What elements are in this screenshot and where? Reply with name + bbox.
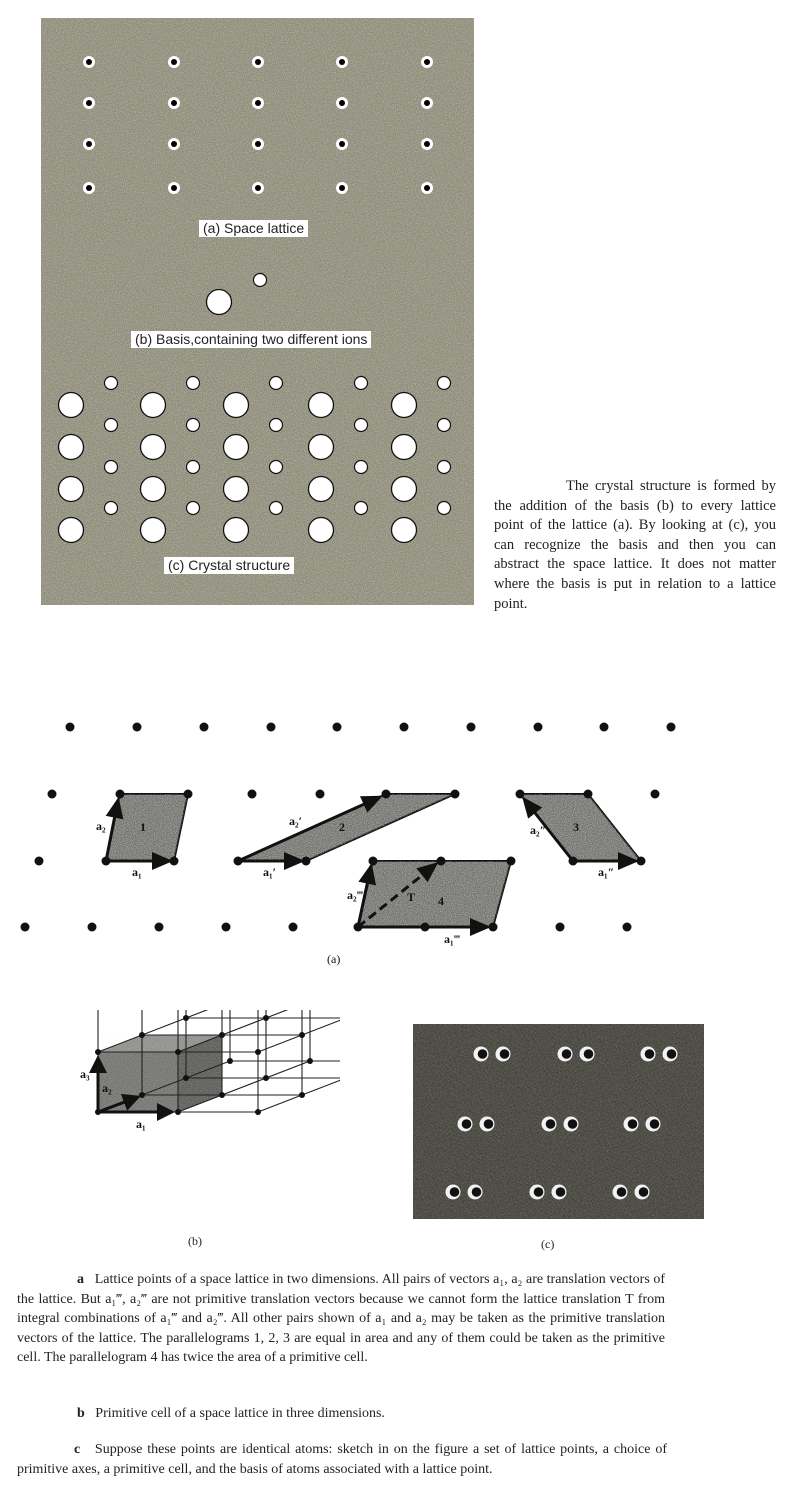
label-a2: a₂	[96, 819, 106, 833]
lattice-point	[183, 1075, 189, 1081]
lattice-point	[339, 141, 345, 147]
lattice-point	[302, 857, 311, 866]
lattice-point	[175, 1109, 181, 1115]
lattice-point	[255, 141, 261, 147]
parallelogram-4	[358, 861, 511, 927]
lattice-point	[139, 1032, 145, 1038]
caption-a-letter: a	[77, 1272, 84, 1287]
crystal-structure-label: (c) Crystal structure	[164, 557, 294, 574]
caption-b	[77, 1404, 677, 1424]
atom-photo-figure	[413, 1024, 704, 1219]
caption-c-letter: c	[74, 1442, 81, 1457]
lattice-point	[516, 790, 525, 799]
lattice-point	[86, 141, 92, 147]
lattice-edge	[258, 1061, 340, 1112]
lattice-point	[171, 59, 177, 65]
lattice-point	[95, 1049, 101, 1055]
crystal-large-ion	[141, 518, 166, 543]
crystal-small-ion	[438, 377, 451, 390]
crystal-large-ion	[309, 477, 334, 502]
lattice-point	[255, 1109, 261, 1115]
lattice-point	[339, 100, 345, 106]
lattice-point	[171, 100, 177, 106]
photo-atom-core	[534, 1187, 544, 1197]
lattice-point	[437, 857, 446, 866]
lattice-point	[102, 857, 111, 866]
crystal-small-ion	[270, 377, 283, 390]
crystal-large-ion	[224, 518, 249, 543]
lattice-point	[637, 857, 646, 866]
lattice-point	[424, 141, 430, 147]
lattice-point	[451, 790, 460, 799]
lattice-point	[354, 923, 363, 932]
crystal-large-ion	[309, 518, 334, 543]
atom-photo-illustration	[413, 1024, 704, 1219]
photo-atom-core	[472, 1187, 482, 1197]
crystal-small-ion	[187, 419, 200, 432]
lattice-point	[339, 59, 345, 65]
two-d-lattice-illustration	[0, 700, 800, 970]
crystal-structure-figure	[41, 18, 474, 605]
photo-atom-core	[562, 1049, 572, 1059]
three-d-lattice-illustration	[60, 1010, 340, 1250]
crystal-small-ion	[187, 461, 200, 474]
lattice-point	[222, 923, 231, 932]
lattice-point	[248, 790, 257, 799]
lattice-point	[255, 100, 261, 106]
basis-small-ion	[254, 274, 267, 287]
crystal-small-ion	[355, 502, 368, 515]
photo-atom-core	[584, 1049, 594, 1059]
side-caption	[494, 477, 776, 614]
crystal-small-ion	[105, 502, 118, 515]
photo-atom-core	[650, 1119, 660, 1129]
lattice-point	[48, 790, 57, 799]
crystal-small-ion	[105, 377, 118, 390]
side-caption-text: The crystal structure is formed by the addition of the basis (b) to every lattice point of the lattice (a). By looking at (c), you can recognize the basis and then you can abstract the space lattice. It does not matter where the basis is put in relation to a lattice point.	[494, 478, 776, 612]
photo-atom-core	[568, 1119, 578, 1129]
crystal-large-ion	[392, 393, 417, 418]
photo-atom-core	[617, 1187, 627, 1197]
photo-atom-core	[450, 1187, 460, 1197]
crystal-large-ion	[59, 393, 84, 418]
crystal-small-ion	[355, 377, 368, 390]
lattice-point	[333, 723, 342, 732]
crystal-large-ion	[224, 477, 249, 502]
photo-atom-core	[639, 1187, 649, 1197]
lattice-point	[200, 723, 209, 732]
crystal-small-ion	[355, 461, 368, 474]
caption-b-text: Primitive cell of a space lattice in three dimensions.	[95, 1406, 385, 1421]
caption-c	[17, 1440, 667, 1479]
crystal-large-ion	[309, 435, 334, 460]
lattice-point	[227, 1058, 233, 1064]
crystal-small-ion	[105, 419, 118, 432]
label-3d-a1: a₁	[136, 1117, 146, 1131]
label-a1-triple-prime: a₁‴	[444, 932, 461, 946]
label-a1-double-prime: a₁″	[598, 865, 615, 879]
lattice-point	[667, 723, 676, 732]
lattice-point	[623, 923, 632, 932]
label-T: T	[407, 890, 416, 904]
lattice-point	[584, 790, 593, 799]
space-lattice-label: (a) Space lattice	[199, 220, 308, 237]
lattice-point	[307, 1058, 313, 1064]
lattice-point	[400, 723, 409, 732]
panel-c-label: (c)	[541, 1237, 555, 1251]
crystal-large-ion	[141, 435, 166, 460]
lattice-point	[86, 100, 92, 106]
crystal-small-ion	[355, 419, 368, 432]
lattice-point	[86, 185, 92, 191]
crystal-large-ion	[392, 518, 417, 543]
lattice-point	[86, 59, 92, 65]
label-a2-triple-prime: a₂‴	[347, 888, 364, 902]
crystal-small-ion	[438, 419, 451, 432]
lattice-point	[299, 1092, 305, 1098]
lattice-point	[569, 857, 578, 866]
lattice-point	[35, 857, 44, 866]
lattice-point	[255, 1049, 261, 1055]
crystal-small-ion	[187, 502, 200, 515]
lattice-point	[219, 1032, 225, 1038]
caption-c-text: Suppose these points are identical atoms: sketch in on the figure a set of lattice points, a choice of primitive axes, a primitive cell, and the basis of atoms associated with a lattice point.	[17, 1442, 668, 1477]
cell-3-number: 3	[573, 820, 579, 834]
lattice-point	[171, 141, 177, 147]
crystal-small-ion	[105, 461, 118, 474]
lattice-point	[267, 723, 276, 732]
crystal-large-ion	[59, 435, 84, 460]
photo-atom-core	[462, 1119, 472, 1129]
lattice-point	[556, 923, 565, 932]
basis-label: (b) Basis,containing two different ions	[131, 331, 371, 348]
crystal-large-ion	[392, 435, 417, 460]
crystal-small-ion	[438, 461, 451, 474]
crystal-small-ion	[270, 502, 283, 515]
crystal-small-ion	[270, 419, 283, 432]
photo-atom-core	[628, 1119, 638, 1129]
photo-atom-core	[556, 1187, 566, 1197]
crystal-large-ion	[224, 393, 249, 418]
lattice-point	[21, 923, 30, 932]
lattice-point	[175, 1049, 181, 1055]
lattice-point	[171, 185, 177, 191]
crystal-large-ion	[309, 393, 334, 418]
lattice-point	[507, 857, 516, 866]
lattice-point	[88, 923, 97, 932]
cell-4-number: 4	[438, 894, 444, 908]
label-3d-a3: a₃	[80, 1067, 90, 1081]
crystal-large-ion	[224, 435, 249, 460]
lattice-point	[299, 1032, 305, 1038]
lattice-point	[489, 923, 498, 932]
lattice-point	[255, 185, 261, 191]
lattice-point	[183, 1015, 189, 1021]
lattice-point	[170, 857, 179, 866]
crystal-large-ion	[141, 477, 166, 502]
panel-a-label: (a)	[327, 952, 341, 966]
crystal-small-ion	[187, 377, 200, 390]
lattice-point	[116, 790, 125, 799]
crystal-large-ion	[59, 518, 84, 543]
lattice-point	[184, 790, 193, 799]
caption-b-letter: b	[77, 1406, 85, 1421]
crystal-structure-illustration	[41, 18, 474, 605]
label-a1-prime: a₁′	[263, 865, 276, 879]
crystal-small-ion	[270, 461, 283, 474]
cell-2-number: 2	[339, 820, 345, 834]
photo-atom-core	[546, 1119, 556, 1129]
crystal-small-ion	[438, 502, 451, 515]
label-a2-prime: a₂′	[289, 814, 302, 828]
lattice-point	[421, 923, 430, 932]
crystal-large-ion	[59, 477, 84, 502]
lattice-point	[424, 59, 430, 65]
lattice-point	[263, 1075, 269, 1081]
photo-atom-core	[500, 1049, 510, 1059]
lattice-point	[66, 723, 75, 732]
lattice-point	[424, 100, 430, 106]
lattice-point	[382, 790, 391, 799]
lattice-point	[219, 1092, 225, 1098]
lattice-point	[234, 857, 243, 866]
lattice-point	[133, 723, 142, 732]
lattice-point	[369, 857, 378, 866]
photo-atom-core	[484, 1119, 494, 1129]
lattice-point	[155, 923, 164, 932]
crystal-large-ion	[392, 477, 417, 502]
caption-a	[17, 1270, 665, 1368]
photo-atom-core	[645, 1049, 655, 1059]
lattice-point	[467, 723, 476, 732]
lattice-point	[600, 723, 609, 732]
photo-atom-core	[667, 1049, 677, 1059]
two-dimensional-lattice-figure	[0, 700, 800, 970]
lattice-point	[424, 185, 430, 191]
basis-large-ion	[207, 290, 232, 315]
cell-1-number: 1	[140, 820, 146, 834]
parallelogram-2	[238, 794, 455, 861]
photo-atom-core	[478, 1049, 488, 1059]
primitive-cell-shading	[98, 1035, 222, 1112]
panel-b-label: (b)	[188, 1234, 202, 1248]
label-3d-a2: a₂	[102, 1081, 112, 1095]
lattice-point	[651, 790, 660, 799]
crystal-large-ion	[141, 393, 166, 418]
lattice-point	[255, 59, 261, 65]
caption-a-text: Lattice points of a space lattice in two dimensions. All pairs of vectors a₁, a₂ are translation vectors of the lattice. But a₁‴, a₂‴ are not primitive translation vectors because we cannot form the lattice translation T from integral combinations of a₁‴ and a₂‴. All other pairs shown of a₁ and a₂ may be taken as the primitive translation vectors of the lattice. The parallelograms 1, 2, 3 are equal in area and any of them could be taken as the primitive cell. The parallelogram 4 has twice the area of a primitive cell.	[17, 1272, 666, 1365]
lattice-point	[139, 1092, 145, 1098]
label-a2-double-prime: a₂″	[530, 823, 547, 837]
lattice-point	[289, 923, 298, 932]
lattice-point	[534, 723, 543, 732]
lattice-point	[263, 1015, 269, 1021]
three-dimensional-lattice-figure	[60, 1010, 340, 1250]
lattice-point	[316, 790, 325, 799]
lattice-point	[339, 185, 345, 191]
label-a1: a₁	[132, 865, 142, 879]
